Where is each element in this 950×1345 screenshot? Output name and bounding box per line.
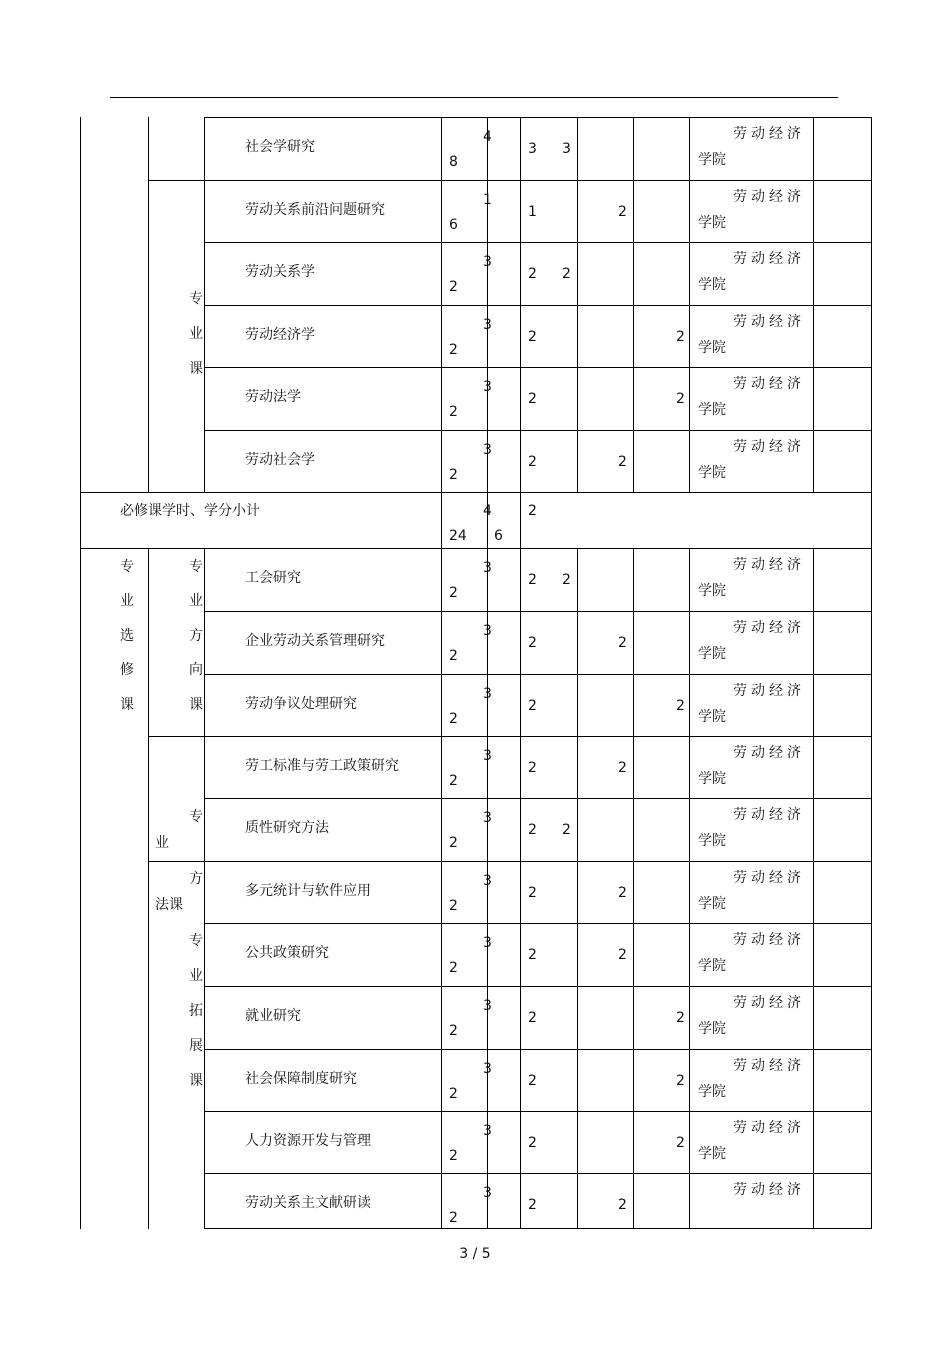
semester-value: 2 xyxy=(676,329,685,345)
hours-value: 2 xyxy=(449,898,458,914)
department-name: 学院 xyxy=(698,1021,726,1037)
table-rule xyxy=(689,548,690,1229)
department-name: 学院 xyxy=(698,771,726,787)
table-rule xyxy=(813,548,814,1229)
hours-value: 2 xyxy=(449,1210,458,1226)
hours-value: 2 xyxy=(449,279,458,295)
group-label: 业 xyxy=(155,835,169,851)
semester-value: 2 xyxy=(562,822,571,838)
table-rule xyxy=(204,1111,872,1112)
group-label: 向 xyxy=(189,662,203,678)
table-rule xyxy=(204,1228,872,1229)
table-rule xyxy=(441,117,442,1229)
subtotal-hours: 24 xyxy=(449,528,467,544)
department-name: 劳动经济 xyxy=(733,376,805,392)
hours-value: 2 xyxy=(449,711,458,727)
group-label: 拓 xyxy=(189,1003,203,1019)
semester-value: 2 xyxy=(618,885,627,901)
table-rule xyxy=(577,548,578,1229)
course-name: 工会研究 xyxy=(245,570,301,586)
hours-value: 2 xyxy=(449,404,458,420)
credit-value: 2 xyxy=(528,1073,537,1089)
department-name: 劳动经济 xyxy=(733,439,805,455)
department-name: 学院 xyxy=(698,833,726,849)
group-label: 课 xyxy=(189,697,203,713)
table-rule xyxy=(148,180,872,181)
table-rule xyxy=(204,430,872,431)
subtotal-hours: 6 xyxy=(494,528,503,544)
table-rule xyxy=(520,117,521,1229)
hours-value: 3 xyxy=(483,1185,492,1201)
table-rule xyxy=(148,548,149,1229)
group-label: 业 xyxy=(189,326,203,342)
credit-value: 2 xyxy=(528,1197,537,1213)
group-label: 课 xyxy=(189,1073,203,1089)
credit-value: 2 xyxy=(528,822,537,838)
hours-value: 3 xyxy=(483,935,492,951)
group-label: 专 xyxy=(120,559,134,575)
semester-value: 2 xyxy=(618,760,627,776)
department-name: 学院 xyxy=(698,1146,726,1162)
hours-value: 2 xyxy=(449,835,458,851)
hours-value: 3 xyxy=(483,379,492,395)
credit-value: 2 xyxy=(528,947,537,963)
credit-value: 2 xyxy=(528,329,537,345)
semester-value: 2 xyxy=(676,698,685,714)
hours-value: 3 xyxy=(483,317,492,333)
hours-value: 2 xyxy=(449,1023,458,1039)
course-name: 劳动关系前沿问题研究 xyxy=(245,202,385,218)
group-label: 专 xyxy=(189,291,203,307)
semester-value: 2 xyxy=(676,1010,685,1026)
group-label: 专 xyxy=(189,933,203,949)
group-label: 修 xyxy=(120,662,134,678)
hours-value: 4 xyxy=(483,129,492,145)
course-name: 劳动关系主文献研读 xyxy=(245,1195,371,1211)
hours-value: 2 xyxy=(449,1086,458,1102)
semester-value: 2 xyxy=(618,635,627,651)
department-name: 学院 xyxy=(698,896,726,912)
credit-value: 2 xyxy=(528,635,537,651)
hours-value: 2 xyxy=(449,585,458,601)
hours-value: 3 xyxy=(483,442,492,458)
table-rule xyxy=(204,305,872,306)
hours-value: 3 xyxy=(483,998,492,1014)
department-name: 学院 xyxy=(698,215,726,231)
table-rule xyxy=(80,548,872,549)
group-label: 方 xyxy=(189,871,203,887)
department-name: 学院 xyxy=(698,465,726,481)
subtotal-credit: 2 xyxy=(528,503,537,519)
group-label: 展 xyxy=(189,1038,203,1054)
department-name: 劳动经济 xyxy=(733,620,805,636)
credit-value: 2 xyxy=(528,1010,537,1026)
hours-value: 2 xyxy=(449,342,458,358)
course-name: 劳工标准与劳工政策研究 xyxy=(245,758,399,774)
department-name: 学院 xyxy=(698,583,726,599)
hours-value: 6 xyxy=(449,217,458,233)
group-label: 专 xyxy=(189,559,203,575)
hours-value: 3 xyxy=(483,1061,492,1077)
table-rule xyxy=(204,242,872,243)
table-rule xyxy=(204,798,872,799)
course-name: 社会保障制度研究 xyxy=(245,1071,357,1087)
course-name: 劳动社会学 xyxy=(245,452,315,468)
subtotal-label: 必修课学时、学分小计 xyxy=(120,503,260,519)
department-name: 学院 xyxy=(698,646,726,662)
credit-value: 2 xyxy=(528,698,537,714)
department-name: 学院 xyxy=(698,277,726,293)
department-name: 学院 xyxy=(698,709,726,725)
group-label: 业 xyxy=(120,593,134,609)
semester-value: 2 xyxy=(618,204,627,220)
semester-value: 2 xyxy=(618,454,627,470)
group-label: 业 xyxy=(189,968,203,984)
department-name: 劳动经济 xyxy=(733,126,805,142)
credit-value: 2 xyxy=(528,266,537,282)
department-name: 劳动经济 xyxy=(733,995,805,1011)
group-label: 法课 xyxy=(155,897,183,913)
department-name: 学院 xyxy=(698,958,726,974)
table-rule xyxy=(204,1049,872,1050)
course-name: 就业研究 xyxy=(245,1008,301,1024)
header-rule xyxy=(110,97,838,98)
semester-value: 2 xyxy=(676,1073,685,1089)
hours-value: 3 xyxy=(483,810,492,826)
group-label: 专 xyxy=(189,809,203,825)
department-name: 劳动经济 xyxy=(733,1058,805,1074)
course-name: 质性研究方法 xyxy=(245,820,329,836)
course-name: 公共政策研究 xyxy=(245,945,329,961)
department-name: 劳动经济 xyxy=(733,189,805,205)
department-name: 劳动经济 xyxy=(733,870,805,886)
semester-value: 2 xyxy=(618,1197,627,1213)
course-name: 企业劳动关系管理研究 xyxy=(245,633,385,649)
hours-value: 3 xyxy=(483,560,492,576)
hours-value: 2 xyxy=(449,960,458,976)
hours-value: 2 xyxy=(449,773,458,789)
credit-value: 2 xyxy=(528,391,537,407)
department-name: 劳动经济 xyxy=(733,683,805,699)
table-rule xyxy=(633,548,634,1229)
department-name: 劳动经济 xyxy=(733,932,805,948)
department-name: 劳动经济 xyxy=(733,557,805,573)
semester-value: 2 xyxy=(562,266,571,282)
hours-value: 3 xyxy=(483,623,492,639)
table-rule xyxy=(204,117,872,118)
table-rule xyxy=(148,117,149,493)
hours-value: 3 xyxy=(483,748,492,764)
hours-value: 2 xyxy=(449,648,458,664)
semester-value: 3 xyxy=(562,141,571,157)
group-label: 方 xyxy=(189,628,203,644)
credit-value: 3 xyxy=(528,141,537,157)
subtotal-hours: 4 xyxy=(483,503,492,519)
department-name: 学院 xyxy=(698,1084,726,1100)
semester-value: 2 xyxy=(618,947,627,963)
group-label: 业 xyxy=(189,593,203,609)
hours-value: 3 xyxy=(483,1123,492,1139)
credit-value: 2 xyxy=(528,454,537,470)
semester-value: 2 xyxy=(676,1135,685,1151)
table-rule xyxy=(204,611,872,612)
department-name: 劳动经济 xyxy=(733,314,805,330)
department-name: 学院 xyxy=(698,340,726,356)
group-label: 选 xyxy=(120,628,134,644)
credit-value: 2 xyxy=(528,760,537,776)
department-name: 学院 xyxy=(698,152,726,168)
semester-value: 2 xyxy=(676,391,685,407)
table-rule xyxy=(80,117,81,1229)
hours-value: 3 xyxy=(483,873,492,889)
department-name: 劳动经济 xyxy=(733,251,805,267)
table-rule xyxy=(204,674,872,675)
department-name: 劳动经济 xyxy=(733,807,805,823)
credit-value: 2 xyxy=(528,572,537,588)
semester-value: 2 xyxy=(562,572,571,588)
course-name: 劳动经济学 xyxy=(245,327,315,343)
hours-value: 1 xyxy=(483,192,492,208)
course-name: 劳动争议处理研究 xyxy=(245,696,357,712)
table-rule xyxy=(204,548,205,1229)
department-name: 学院 xyxy=(698,402,726,418)
course-name: 人力资源开发与管理 xyxy=(245,1133,371,1149)
department-name: 劳动经济 xyxy=(733,745,805,761)
group-label: 课 xyxy=(189,361,203,377)
credit-value: 2 xyxy=(528,1135,537,1151)
credit-value: 1 xyxy=(528,204,537,220)
course-name: 劳动关系学 xyxy=(245,264,315,280)
table-rule xyxy=(204,923,872,924)
group-label: 课 xyxy=(120,697,134,713)
table-rule xyxy=(871,117,872,1229)
table-rule xyxy=(204,367,872,368)
course-name: 多元统计与软件应用 xyxy=(245,883,371,899)
hours-value: 3 xyxy=(483,686,492,702)
department-name: 劳动经济 xyxy=(733,1120,805,1136)
hours-value: 8 xyxy=(449,154,458,170)
hours-value: 3 xyxy=(483,254,492,270)
course-name: 劳动法学 xyxy=(245,389,301,405)
hours-value: 2 xyxy=(449,1148,458,1164)
department-name: 劳动经济 xyxy=(733,1182,805,1198)
table-rule xyxy=(80,492,872,493)
credit-value: 2 xyxy=(528,885,537,901)
table-rule xyxy=(204,986,872,987)
page-number: 3 / 5 xyxy=(459,1246,491,1262)
table-rule xyxy=(148,736,872,737)
course-name: 社会学研究 xyxy=(245,139,315,155)
hours-value: 2 xyxy=(449,467,458,483)
table-rule xyxy=(148,861,872,862)
table-rule xyxy=(204,1173,872,1174)
